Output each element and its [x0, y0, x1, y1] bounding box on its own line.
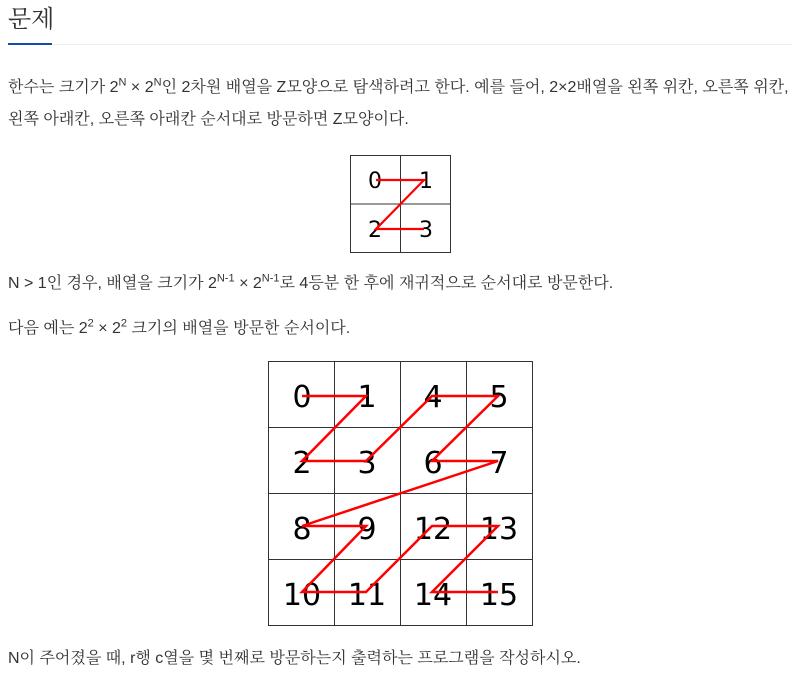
small-grid-svg: [350, 155, 451, 253]
cell-label: 3: [419, 218, 433, 243]
cell-label: 11: [347, 578, 387, 613]
small-z-order-figure: [350, 155, 451, 253]
cell-label: 7: [489, 446, 509, 481]
text: 크기의 배열을 방문한 순서이다.: [127, 320, 351, 337]
cell-label: 0: [368, 169, 382, 194]
title-divider: [8, 44, 792, 45]
superscript: 2: [87, 317, 94, 330]
cell-label: 1: [357, 380, 377, 415]
text: 로 4등분 한 후에 재귀적으로 순서대로 방문한다.: [279, 275, 614, 292]
text: 다음 예는 2: [8, 320, 88, 337]
cell-label: 2: [368, 218, 382, 243]
cell-label: 10: [282, 578, 322, 613]
superscript: N-1: [216, 272, 235, 285]
superscript: N: [153, 76, 162, 89]
cell-label: 0: [292, 380, 312, 415]
cell-label: 14: [413, 578, 453, 613]
text: × 2: [234, 275, 262, 292]
cell-label: 8: [292, 512, 312, 547]
cell-label: 2: [292, 446, 312, 481]
section-title: 문제: [8, 6, 55, 33]
superscript: 2: [120, 317, 128, 330]
problem-paragraph-2: [8, 268, 792, 300]
text: 인 2차원 배열을 Z모양으로 탐색하려고 한다. 예를 들어, 2×2배열을 왼쪽 위칸, 오른쪽 위칸, 왼쪽 아래칸, 오른쪽 아래칸 순서대로 방문하면 Z모양이다.: [8, 79, 789, 128]
superscript: N: [118, 76, 127, 89]
text: × 2: [93, 320, 121, 337]
cell-label: 1: [419, 169, 433, 194]
cell-label: 12: [413, 512, 453, 547]
text: 한수는 크기가 2: [8, 79, 119, 96]
cell-label: 6: [423, 446, 443, 481]
cell-label: 4: [423, 380, 443, 415]
superscript: N-1: [261, 272, 280, 285]
cell-label: 5: [489, 380, 509, 415]
text: N > 1인 경우, 배열을 크기가 2: [8, 275, 217, 292]
text: × 2: [126, 79, 154, 96]
problem-paragraph-4: N이 주어졌을 때, r행 c열을 몇 번째로 방문하는지 출력하는 프로그램을 작성하시오.: [8, 650, 581, 667]
cell-label: 3: [357, 446, 377, 481]
title-accent-underline: [8, 43, 52, 45]
large-z-order-figure: [268, 361, 533, 626]
problem-paragraph-1: [8, 72, 792, 136]
cell-label: 9: [357, 512, 377, 547]
cell-label: 15: [479, 578, 519, 613]
cell-label: 13: [479, 512, 519, 547]
problem-paragraph-3: [8, 313, 792, 345]
large-grid-svg: [268, 361, 533, 626]
